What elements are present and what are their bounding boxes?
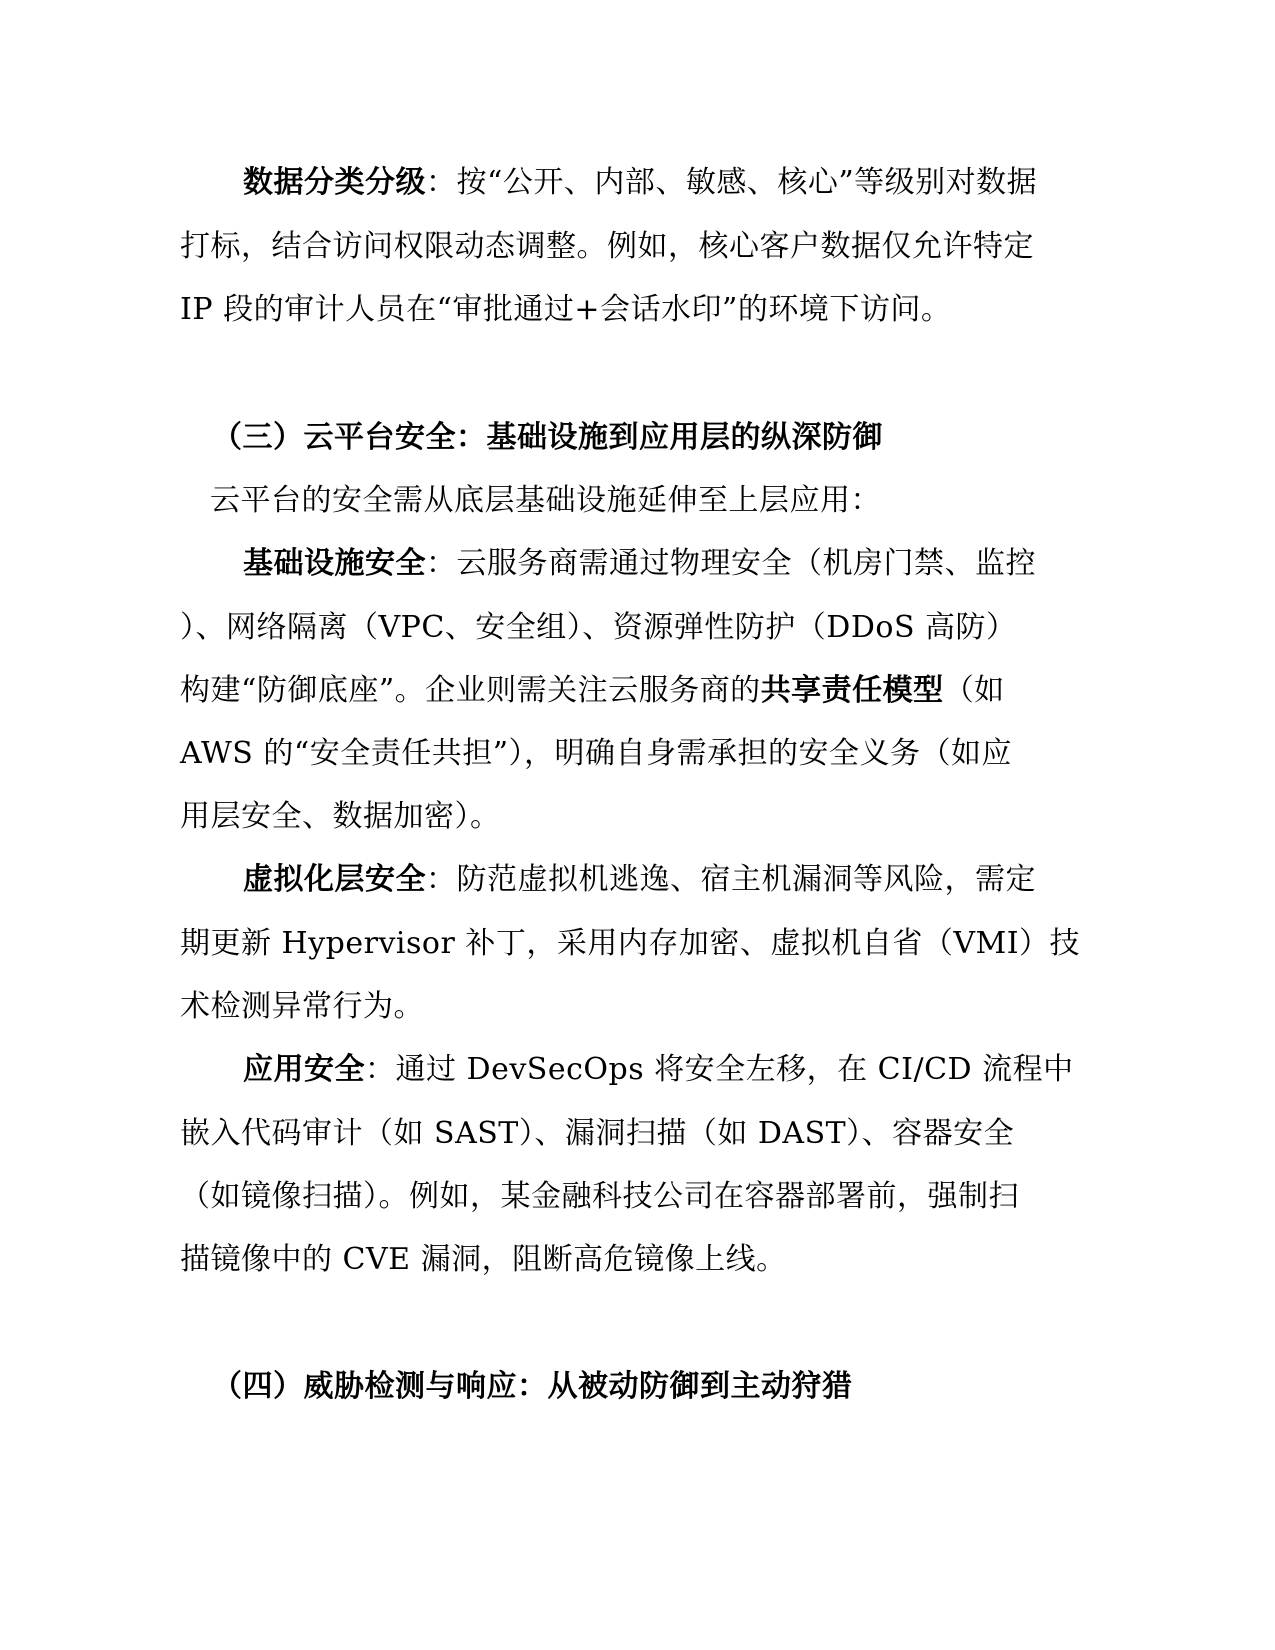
paragraph-virt-line-3: 术检测异常行为。 — [180, 989, 424, 1024]
bold-term-shared-responsibility: 共享责任模型 — [760, 673, 944, 708]
paragraph-text: ：通过 DevSecOps 将安全左移，在 CI/CD 流程中 — [365, 1052, 1074, 1087]
paragraph-infra-line-3 — [180, 671, 1005, 711]
section-heading-threat-detection: （四）威胁检测与响应：从被动防御到主动狩猎 — [212, 1369, 853, 1404]
paragraph-text: ：按“公开、内部、敏感、核心”等级别对数据 — [426, 165, 1038, 200]
paragraph-virt-line-1 — [243, 860, 1036, 900]
paragraph-app-line-3: （如镜像扫描）。例如，某金融科技公司在容器部署前，强制扫 — [180, 1179, 1019, 1214]
paragraph-infra-line-1 — [243, 544, 1036, 584]
paragraph-app-line-4: 描镜像中的 CVE 漏洞，阻断高危镜像上线。 — [180, 1242, 787, 1277]
section-heading-cloud-platform-security: （三）云平台安全：基础设施到应用层的纵深防御 — [212, 420, 883, 455]
paragraph-text: 构建“防御底座”。企业则需关注云服务商的 — [180, 673, 761, 708]
paragraph-data-classification-line-1 — [243, 163, 1037, 203]
paragraph-text: ：云服务商需通过物理安全（机房门禁、监控 — [426, 546, 1036, 581]
paragraph-infra-line-2: ）、网络隔离（VPC、安全组）、资源弹性防护（DDoS 高防） — [180, 610, 1017, 645]
paragraph-text: （如 — [943, 673, 1005, 708]
bold-lead-infra-security: 基础设施安全 — [243, 546, 426, 581]
bold-lead-data-classification: 数据分类分级 — [243, 165, 426, 200]
bold-lead-virt-security: 虚拟化层安全 — [243, 862, 426, 897]
paragraph-infra-line-5: 用层安全、数据加密）。 — [180, 799, 501, 834]
bold-lead-app-security: 应用安全 — [243, 1052, 365, 1087]
paragraph-data-classification-line-3: IP 段的审计人员在“审批通过+会话水印”的环境下访问。 — [180, 292, 952, 327]
paragraph-text: ：防范虚拟机逃逸、宿主机漏洞等风险，需定 — [426, 862, 1036, 897]
paragraph-app-line-2: 嵌入代码审计（如 SAST）、漏洞扫描（如 DAST）、容器安全 — [180, 1116, 1015, 1151]
paragraph-virt-line-2: 期更新 Hypervisor 补丁，采用内存加密、虚拟机自省（VMI）技 — [180, 926, 1081, 961]
paragraph-data-classification-line-2: 打标，结合访问权限动态调整。例如，核心客户数据仅允许特定 — [180, 229, 1034, 264]
section-intro: 云平台的安全需从底层基础设施延伸至上层应用： — [210, 483, 881, 518]
paragraph-infra-line-4: AWS 的“安全责任共担”），明确自身需承担的安全义务（如应 — [180, 736, 1013, 771]
paragraph-app-line-1 — [243, 1050, 1074, 1090]
